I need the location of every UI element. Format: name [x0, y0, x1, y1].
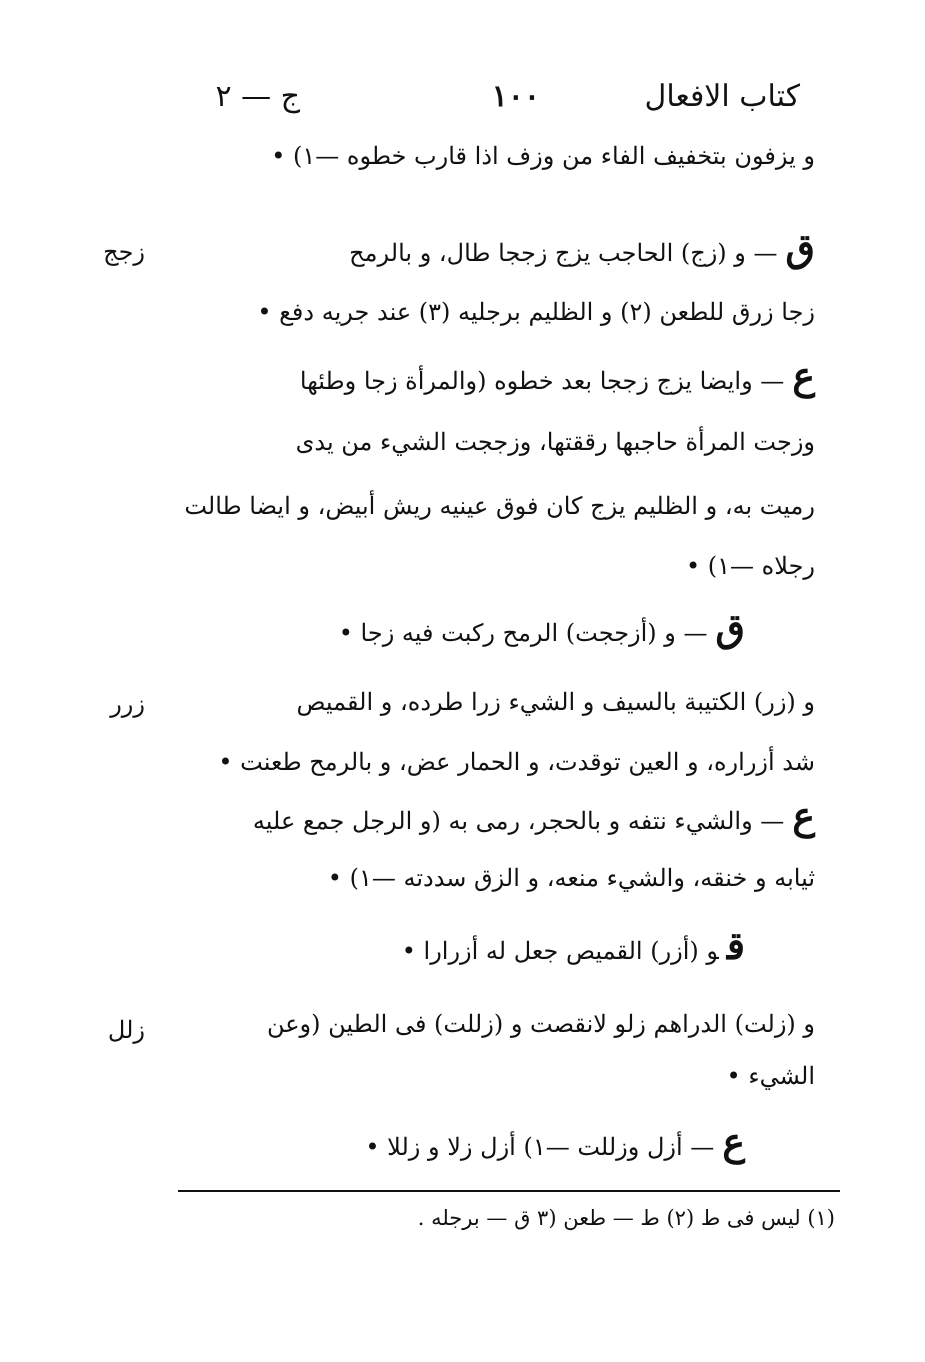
entry-line: [401, 923, 745, 971]
entry-marker: ق: [715, 605, 745, 650]
text-line: شد أزراره، و العين توقدت، و الحمار عض، و بالرمح طعنت •: [218, 748, 815, 776]
margin-headword: زلل: [107, 1016, 145, 1044]
entry-text: — و (أزججت) الرمح ركبت فيه زجا •: [338, 619, 708, 647]
entry-text: و (أزر) القميص جعل له أزرارا •: [401, 937, 719, 965]
entry-marker: ق: [785, 225, 815, 270]
text-line: و يزفون بتخفيف الفاء من وزف اذا قارب خطوه —١) •: [271, 142, 815, 170]
text-line: وزجت المرأة حاجبها رققتها، وزججت الشيء من يدى: [295, 428, 815, 456]
entry-line: [338, 605, 745, 653]
text-line: زجا زرق للطعن (٢) و الظليم برجليه (٣) عند جريه دفع •: [257, 298, 815, 326]
margin-headword: زجج: [103, 238, 145, 266]
text-line: و (زلت) الدراهم زلو لانقصت و (زللت) فى الطين (وعن: [266, 1010, 815, 1038]
entry-text: — و (زج) الحاجب يزج زججا طال، و بالرمح: [349, 239, 778, 267]
entry-line: [299, 353, 815, 401]
text-line: ثيابه و خنقه، والشيء منعه، و الزق سددته —١) •: [327, 864, 815, 892]
book-title: كتاب الافعال: [644, 79, 800, 114]
entry-text: — أزل وزللت —١) أزل زلا و زللا •: [365, 1133, 715, 1161]
entry-text: — والشيء نتفه و بالحجر، رمى به (و الرجل جمع عليه: [252, 807, 785, 835]
entry-marker: ق: [726, 923, 745, 968]
margin-headword: زرر: [110, 690, 145, 718]
text-line: الشيء •: [726, 1062, 815, 1090]
text-line: رجلاه —١) •: [686, 552, 815, 580]
page-header: [200, 72, 800, 122]
text-line: و (زر) الكتيبة بالسيف و الشيء زرا طرده، و القميص: [296, 688, 815, 716]
entry-line: [252, 793, 815, 841]
entry-marker: ع: [722, 1119, 745, 1164]
entry-marker: ع: [792, 353, 815, 398]
page-number: ١٠٠: [491, 79, 540, 114]
footnote: (١) ليس فى ط (٢) ط — طعن (٣ ق — برجله .: [417, 1206, 835, 1230]
volume-label: ج — ٢: [215, 79, 300, 114]
entry-line: [365, 1119, 745, 1167]
footnote-rule: [178, 1190, 840, 1192]
text-line: رميت به، و الظليم يزج كان فوق عينيه ريش أبيض، و ايضا طالت: [184, 492, 815, 520]
entry-marker: ع: [792, 793, 815, 838]
entry-line: [349, 225, 815, 273]
entry-text: — وايضا يزج زججا بعد خطوه (والمرأة زجا وطئها: [299, 367, 785, 395]
